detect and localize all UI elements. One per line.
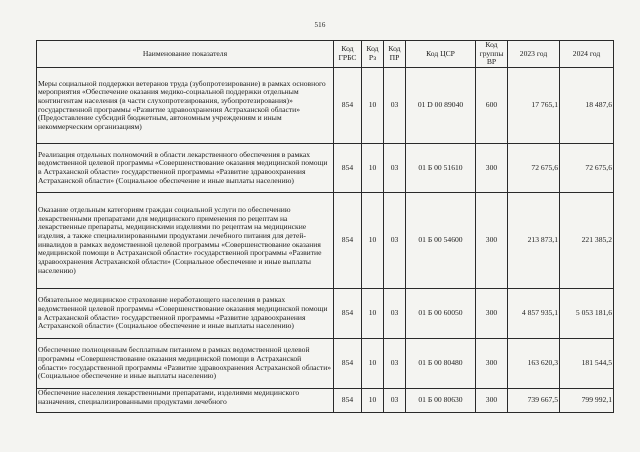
table-row — [37, 193, 614, 289]
code-csr: 01 Б 00 60050 — [406, 289, 476, 339]
value-2024: 18 487,6 — [560, 68, 614, 144]
code-grbs: 854 — [334, 339, 362, 389]
value-2024: 221 385,2 — [560, 193, 614, 289]
page-number: 516 — [314, 21, 326, 29]
code-rz: 10 — [362, 144, 384, 193]
code-vr: 300 — [476, 339, 508, 389]
value-2024: 181 544,5 — [560, 339, 614, 389]
table-row — [37, 68, 614, 144]
code-rz: 10 — [362, 389, 384, 413]
code-rz: 10 — [362, 68, 384, 144]
value-2024: 799 992,1 — [560, 389, 614, 413]
code-pr: 03 — [384, 339, 406, 389]
header-grbs: Код ГРБС — [334, 41, 362, 68]
code-csr: 01 Б 00 80630 — [406, 389, 476, 413]
code-pr: 03 — [384, 289, 406, 339]
code-vr: 300 — [476, 389, 508, 413]
header-rz: Код Рз — [362, 41, 384, 68]
value-2023: 72 675,6 — [508, 144, 560, 193]
header-2024: 2024 год — [560, 41, 614, 68]
indicator-name: Реализация отдельных полномочий в области лекарственного обеспечения в рамках ведомственной целевой программы «Совершенствование оказания медицинской помощи в Астраханской области» государственной программы «Развитие здравоохранения Астраханской области» (Социальное обеспечение и иные выплаты населению) — [37, 144, 334, 193]
code-rz: 10 — [362, 289, 384, 339]
indicator-name: Оказание отдельным категориям граждан социальной услуги по обеспечению лекарственными препаратами для медицинского применения по рецептам на лекарственные препараты, медицинскими изделиями по рецептам на медицинские изделия, а также специализированными продуктами лечебного питания для детей-инвалидов в рамках ведомственной целевой программы «Совершенствование оказания медицинской помощи в Астраханской области» государственной программы «Развитие здравоохранения Астраханской области» (Социальное обеспечение и иные выплаты населению) — [37, 193, 334, 289]
code-vr: 300 — [476, 193, 508, 289]
budget-table — [36, 40, 614, 413]
indicator-name: Обеспечение населения лекарственными препаратами, изделиями медицинского назначения, специализированными продуктами лечебного — [37, 389, 334, 413]
code-csr: 01 D 00 89040 — [406, 68, 476, 144]
code-grbs: 854 — [334, 68, 362, 144]
table-row — [37, 289, 614, 339]
code-csr: 01 Б 00 80480 — [406, 339, 476, 389]
code-rz: 10 — [362, 193, 384, 289]
indicator-name: Обязательное медицинское страхование неработающего населения в рамках ведомственной целевой программы «Совершенствование оказания медицинской помощи в Астраханской области» государственной программы «Развитие здравоохранения Астраханской области» (Социальное обеспечение и иные выплаты населению) — [37, 289, 334, 339]
value-2023: 163 620,3 — [508, 339, 560, 389]
header-pr: Код ПР — [384, 41, 406, 68]
code-grbs: 854 — [334, 193, 362, 289]
header-row — [37, 41, 614, 68]
header-name: Наименование показателя — [37, 41, 334, 68]
value-2023: 4 857 935,1 — [508, 289, 560, 339]
code-rz: 10 — [362, 339, 384, 389]
indicator-name: Меры социальной поддержки ветеранов труда (зубопротезирование) в рамках основного мероприятия «Обеспечение оказания медико-социальной поддержки отдельным контингентам населения (в части слухопротезирования, зубопротезирования)» государственной программы «Развитие здравоохранения Астраханской области» (Предоставление субсидий бюджетным, автономным учреждениям и иным некоммерческим организациям) — [37, 68, 334, 144]
code-grbs: 854 — [334, 289, 362, 339]
table-row — [37, 339, 614, 389]
code-csr: 01 Б 00 54600 — [406, 193, 476, 289]
value-2024: 72 675,6 — [560, 144, 614, 193]
code-pr: 03 — [384, 389, 406, 413]
value-2024: 5 053 181,6 — [560, 289, 614, 339]
code-grbs: 854 — [334, 144, 362, 193]
value-2023: 17 765,1 — [508, 68, 560, 144]
header-csr: Код ЦСР — [406, 41, 476, 68]
header-2023: 2023 год — [508, 41, 560, 68]
code-pr: 03 — [384, 68, 406, 144]
code-grbs: 854 — [334, 389, 362, 413]
code-vr: 300 — [476, 144, 508, 193]
table-row — [37, 389, 614, 413]
code-pr: 03 — [384, 193, 406, 289]
code-vr: 300 — [476, 289, 508, 339]
table-row — [37, 144, 614, 193]
code-vr: 600 — [476, 68, 508, 144]
header-vr: Код группы ВР — [476, 41, 508, 68]
indicator-name: Обеспечение полноценным бесплатным питанием в рамках ведомственной целевой программы «Совершенствование оказания медицинской помощи в Астраханской области» государственной программы «Развитие здравоохранения Астраханской области» (Социальное обеспечение и иные выплаты населению) — [37, 339, 334, 389]
code-pr: 03 — [384, 144, 406, 193]
code-csr: 01 Б 00 51610 — [406, 144, 476, 193]
value-2023: 213 873,1 — [508, 193, 560, 289]
value-2023: 739 667,5 — [508, 389, 560, 413]
